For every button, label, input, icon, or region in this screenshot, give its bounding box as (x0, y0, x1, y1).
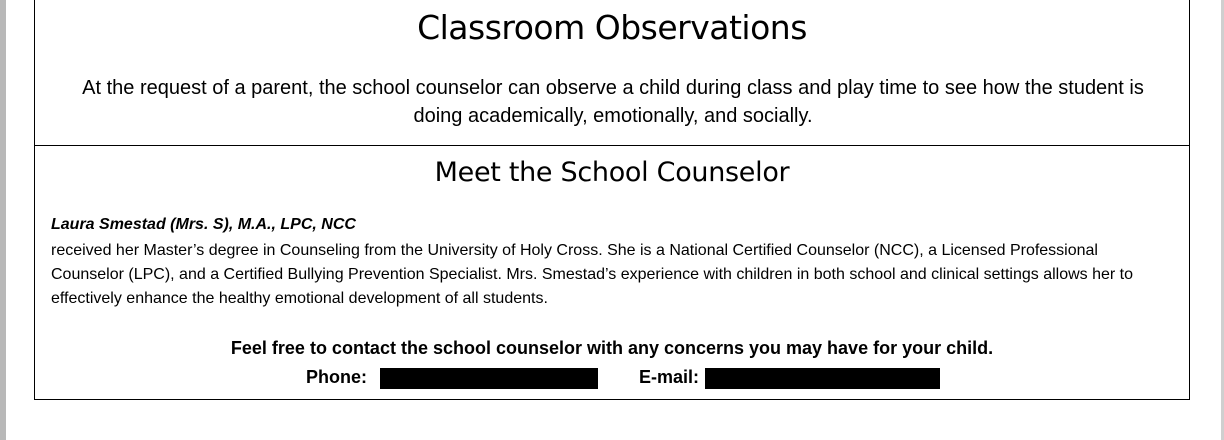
page-left-edge (0, 0, 6, 440)
counselor-bio: received her Master’s degree in Counseling from the University of Holy Cross. She is a National Certified Counselor (NCC), a Licensed Professional Counselor (LPC), and a Certified Bullying Prevention Specialist. Mrs. Smestad’s experience with children in both school and clinical settings allows her to effectively enhance the healthy emotional development of all students. (51, 242, 1134, 307)
email-redaction-bar (705, 368, 940, 389)
phone-redaction-bar (380, 368, 598, 389)
phone-label: Phone: (306, 367, 367, 387)
observations-title: Classroom Observations (417, 8, 807, 47)
email-label: E-mail: (639, 367, 700, 387)
counselor-name: Laura Smestad (Mrs. S), M.A., LPC, NCC (51, 216, 356, 233)
contact-message: Feel free to contact the school counselor with any concerns you may have for your child. (230, 338, 994, 358)
document-frame (34, 0, 1190, 400)
observations-body: At the request of a parent, the school counselor can observe a child during class and play time to see how the student is doing academically, emotionally, and socially. (82, 77, 1144, 127)
observations-section (35, 0, 1189, 146)
counselor-heading: Meet the School Counselor (434, 157, 790, 188)
